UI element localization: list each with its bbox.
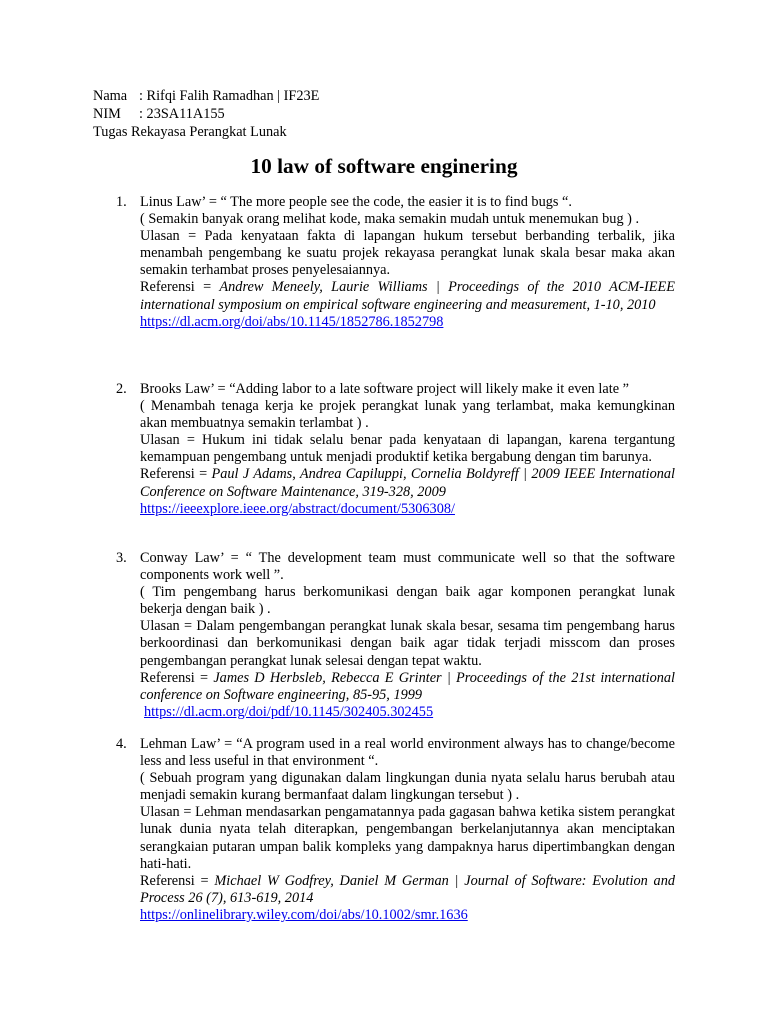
item-number: 1. [116, 194, 127, 210]
law-item-lehman [116, 736, 676, 924]
law-reference [140, 279, 675, 313]
nim-label: NIM [93, 106, 121, 122]
reference-link[interactable]: https://ieeexplore.ieee.org/abstract/document/5306308/ [140, 500, 455, 517]
reference-label: Referensi = [140, 872, 215, 889]
reference-link[interactable]: https://dl.acm.org/doi/abs/10.1145/1852786.1852798 [140, 313, 444, 330]
law-review: Ulasan = Hukum ini tidak selalu benar pada kenyataan di lapangan, karena tergantung kemampuan pengembang untuk menjadi produktif ketika bergabung dengan tim barunya. [140, 432, 675, 466]
item-number: 2. [116, 381, 127, 397]
law-review: Ulasan = Pada kenyataan fakta di lapangan hukum tersebut berbanding terbalik, jika menambah pengembang ke suatu projek rekayasa perangkat lunak skala besar maka akan semakin terhambat proses penyelesaiannya. [140, 228, 675, 279]
reference-text: Andrew Meneely, Laurie Williams | Proceedings of the 2010 ACM-IEEE international symposium on empirical software engineering and measurement, 1-10, 2010 [140, 279, 675, 313]
item-number: 3. [116, 550, 127, 566]
course-line: Tugas Rekayasa Perangkat Lunak [93, 124, 287, 140]
law-reference [140, 466, 675, 500]
reference-label: Referensi = [140, 279, 220, 296]
law-statement: Lehman Law’ = “A program used in a real world environment always has to change/become less and less useful in that environment “. [140, 736, 675, 770]
law-reference [140, 670, 675, 704]
reference-link[interactable]: https://dl.acm.org/doi/pdf/10.1145/302405.302455 [144, 703, 434, 720]
law-translation: ( Tim pengembang harus berkomunikasi dengan baik agar komponen perangkat lunak bekerja dengan baik ) . [140, 584, 675, 618]
name-row [93, 88, 319, 106]
reference-text: Michael W Godfrey, Daniel M German | Journal of Software: Evolution and Process 26 (7), 613-619, 2014 [140, 872, 675, 906]
reference-label: Referensi = [140, 466, 212, 483]
name-value: : Rifqi Falih Ramadhan | IF23E [139, 88, 320, 104]
reference-text: Paul J Adams, Andrea Capiluppi, Cornelia Boldyreff | 2009 IEEE International Conference on Software Maintenance, 319-328, 2009 [140, 466, 675, 500]
law-item-conway [116, 550, 676, 721]
law-statement: Brooks Law’ = “Adding labor to a late software project will likely make it even late ” [140, 381, 629, 397]
reference-text: James D Herbsleb, Rebecca E Grinter | Proceedings of the 21st international conference on Software engineering, 85-95, 1999 [140, 669, 675, 703]
law-translation: ( Sebuah program yang digunakan dalam lingkungan dunia nyata selalu harus berubah atau menjadi semakin kurang bermanfaat dalam lingkungan tersebut ) . [140, 770, 675, 804]
law-reference [140, 873, 675, 907]
law-review: Ulasan = Lehman mendasarkan pengamatannya pada gagasan bahwa ketika sistem perangkat lunak dunia nyata telah diterapkan, pengembangan berkelanjutannya akan menciptakan serangkaian putaran umpan balik kompleks yang dampaknya harus dipertimbangkan dengan hati-hati. [140, 804, 675, 872]
reference-link[interactable]: https://onlinelibrary.wiley.com/doi/abs/10.1002/smr.1636 [140, 906, 468, 923]
law-statement: Linus Law’ = “ The more people see the code, the easier it is to find bugs “. [140, 194, 572, 210]
law-translation: ( Menambah tenaga kerja ke projek perangkat lunak yang terlambat, maka kemungkinan akan membuatnya semakin terlambat ) . [140, 398, 675, 432]
nim-row [93, 106, 319, 124]
law-review: Ulasan = Dalam pengembangan perangkat lunak skala besar, sesama tim pengembang harus berkoordinasi dan berkomunikasi dengan baik agar tidak terjadi misscom dan proses pengembangan perangkat lunak selesai dengan tepat waktu. [140, 618, 675, 669]
name-label: Nama [93, 88, 128, 104]
law-statement: Conway Law’ = “ The development team must communicate well so that the software components work well ”. [140, 550, 675, 584]
law-item-brooks [116, 381, 676, 518]
reference-label: Referensi = [140, 669, 214, 686]
student-header [93, 88, 319, 142]
document-title: 10 law of software enginering [250, 154, 518, 178]
item-number: 4. [116, 736, 127, 752]
law-translation: ( Semakin banyak orang melihat kode, maka semakin mudah untuk menemukan bug ) . [140, 211, 640, 228]
nim-value: : 23SA11A155 [139, 106, 225, 122]
law-item-linus [116, 194, 676, 331]
